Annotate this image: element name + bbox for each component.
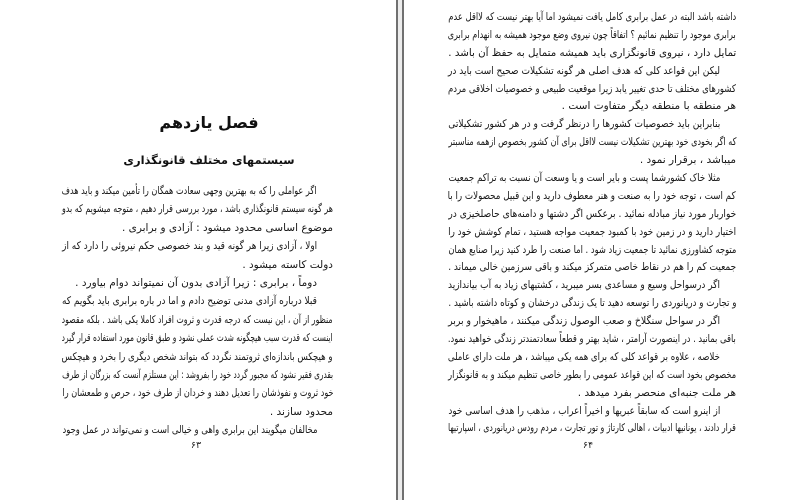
text-line (62, 182, 333, 200)
left-page (0, 0, 396, 500)
text-line (62, 274, 333, 292)
left-page-body (62, 182, 333, 439)
page-number: ۶۳ (190, 440, 202, 451)
line-text: میباشد ، برقرار نمود . (639, 154, 736, 167)
line-text: موضوع اساسی محدود میشود : آزادی و برابری . (121, 221, 333, 234)
text-line (448, 295, 736, 313)
line-text: تمایل دارد ، نیروی قانونگزاری باید همیشه متمایل به حفظ آن باشد . (448, 46, 736, 59)
text-line (448, 27, 736, 45)
line-text: اینست که قدرت سبب هیچگونه شدت عملی نشود و طبق قانون مورد استفاده قرار گیرد (62, 332, 333, 345)
text-line (448, 420, 736, 438)
line-text: بقدری فقیر نشود که مجبور گردد خود را بفروشد : این مستلزم آنست که بزرگان از طرف (62, 368, 333, 381)
line-text: دولت کاسته میشود . (242, 258, 333, 271)
paragraph (448, 116, 736, 170)
line-text: مخصوص بخود است که این قواعد عمومی را بطور خاصی تنظیم میکند و به قانونگزار (448, 368, 736, 381)
line-text: هر گونه سیستم قانونگذاری باشد ، مورد بررسی قرار دهیم ، متوجه میشویم که بدو (62, 203, 333, 216)
text-line (62, 292, 333, 310)
line-text: و تجارت و دریانوردی را توسعه دهید تا یک زندگی درخشان و کوتاه داشته باشید . (448, 297, 736, 310)
line-text: باقی بمانید . در اینصورت آرامتر ، شاید بهتر و قطعاً سعادتمندتر زندگی خواهید نمود. (448, 333, 736, 346)
line-text: و هیچکس باندازه‌ای ثروتمند نگردد که بتواند شخص دیگری را بخرد و هیچکس (62, 350, 333, 363)
text-line (62, 311, 333, 329)
chapter-title: فصل یازدهم (159, 113, 259, 132)
line-text: جمعیت کم را هم در نقاط خاصی متمرکز میکند و باقی سرزمین خالی میماند . (448, 261, 736, 274)
paragraph (448, 63, 736, 117)
paragraph (62, 274, 333, 292)
line-text: قرار دادند ، یونانیها ادبیات ، اهالی کارتاژ و تور تجارت ، مردم رودس دریانوردی ، اسپارتیها (448, 422, 736, 435)
line-text: منظور از آن ، این نیست که درجه قدرت و ثروت افراد کاملا یکی باشد . بلکه مقصود (62, 313, 333, 326)
right-page-body (448, 9, 736, 438)
line-text: اگر درسواحل وسیع و مساعدی بسر میبرید ، کشتیهای زیاد به آب بیاندازید (448, 279, 720, 292)
line-text: مخالفان میگویند این برابری واهی و خیالی است و نمی‌تواند در عمل وجود (61, 424, 317, 437)
text-line (448, 206, 736, 224)
text-line (448, 188, 736, 206)
line-text: اولا ، آزادی زیرا هر گونه قید و بند خصوصی حکم نیروئی را دارد که از (62, 240, 317, 253)
text-line (448, 259, 736, 277)
text-line (448, 367, 736, 385)
text-line (62, 421, 333, 439)
paragraph (448, 277, 736, 313)
text-line (448, 63, 736, 81)
text-line (62, 256, 333, 274)
paragraph (448, 403, 736, 439)
line-text: لیکن این قواعد کلی که هدف اصلی هر گونه تشکیلات صحیح است باید در (448, 64, 720, 77)
line-text: اگر در سواحل سنگلاخ و صعب الوصول زندگی میکنند ، ماهیخوار و بربر (448, 315, 720, 328)
line-text: اختیار دارید و در زمین خود با کمبود جمعیت مواجه هستید ، تمام کوشش خود را (448, 225, 736, 238)
section-title: سیستمهای مختلف قانونگذاری (123, 153, 295, 167)
text-line (448, 170, 736, 188)
paragraph (448, 349, 736, 403)
text-line (448, 81, 736, 99)
line-text: کم است ، توجه خود را به صنعت و هنر معطوف دارید و این قبیل محصولات را با (448, 189, 736, 202)
line-text: داشته باشد البته در عمل برابری کامل یافت نمیشود اما آیا بهتر نیست که لااقل عدم (448, 11, 736, 23)
text-line (448, 385, 736, 403)
paragraph (448, 313, 736, 349)
text-line (62, 384, 333, 402)
line-text: محدود سازند . (269, 405, 333, 418)
paragraph (62, 421, 333, 439)
text-line (62, 219, 333, 237)
page-number: ۶۴ (582, 440, 594, 451)
text-line (448, 349, 736, 367)
line-text: مثلا خاک کشورشما پست و بایر است و یا وسعت آن نسبت به تراکم جمعیت (448, 172, 720, 185)
text-line (448, 313, 736, 331)
line-text: دوماً ، برابری : زیرا آزادی بدون آن نمیتواند دوام بیاورد . (75, 276, 317, 289)
line-text: هر منطقه با منطقه دیگر متفاوت است . (561, 100, 736, 113)
text-line (448, 116, 736, 134)
line-text: کشورهای مختلف تا حدی تغییر یابد زیرا موقعیت طبیعی و خصوصیات اخلاقی مردم (448, 82, 736, 95)
line-text: خلاصه ، علاوه بر قواعد کلی که برای همه یکی میباشد ، هر ملت دارای عاملی (448, 350, 720, 363)
line-text: خود ثروت و نفوذشان را تعدیل دهند و خردان از طرف خود ، حرص و طمعشان را (62, 387, 333, 400)
line-text: قبلا درباره آزادی مدنی توضیح دادم و اما در باره برابری باید بگویم که (62, 295, 317, 308)
line-text: برابری موجود را تنظیم نمائیم ؟ اتفاقاً چون نیروی وضع موجود همیشه به انهدام برابری (448, 28, 736, 41)
text-line (448, 403, 736, 421)
text-line (448, 98, 736, 116)
text-line (448, 277, 736, 295)
line-text: هر ملت جنبه‌ای منحصر بفرد میدهد . (577, 386, 736, 399)
text-line (448, 134, 736, 152)
paragraph (62, 182, 333, 237)
text-line (448, 224, 736, 242)
text-line (448, 9, 736, 27)
text-line (62, 366, 333, 384)
paragraph (62, 292, 333, 421)
paragraph (62, 237, 333, 274)
line-text: که اگر بخودی خود بهترین تشکیلات نیست لااقل برای آن کشور بخصوص ازهمه مناسبتر (448, 136, 736, 149)
text-line (62, 237, 333, 255)
line-text: خواربار مورد نیاز مبادله نمائید . برعکس اگر دشتها و دامنه‌های حاصلخیزی در (448, 207, 736, 220)
paragraph (448, 170, 736, 277)
text-line (62, 403, 333, 421)
line-text: متوجه کشاورزی نمائید تا جمعیت زیاد شود . اما صنعت را طرد کنید زیرا صنایع همان (448, 243, 736, 256)
text-line (448, 242, 736, 260)
text-line (448, 331, 736, 349)
text-line (62, 348, 333, 366)
text-line (62, 200, 333, 218)
text-line (448, 152, 736, 170)
line-text: بنابراین باید خصوصیات کشورها را درنظر گرفت و در هر کشور تشکیلاتی (448, 118, 720, 131)
line-text: اگر عواملی را که به بهترین وجهی سعادت همگان را تأمین میکند و باید هدف (62, 185, 317, 197)
text-line (62, 329, 333, 347)
line-text: از اینرو است که سابقاً عبریها و اخیراً اعراب ، مذهب را هدف اساسی خود (448, 404, 720, 417)
paragraph (448, 9, 736, 63)
text-line (448, 45, 736, 63)
